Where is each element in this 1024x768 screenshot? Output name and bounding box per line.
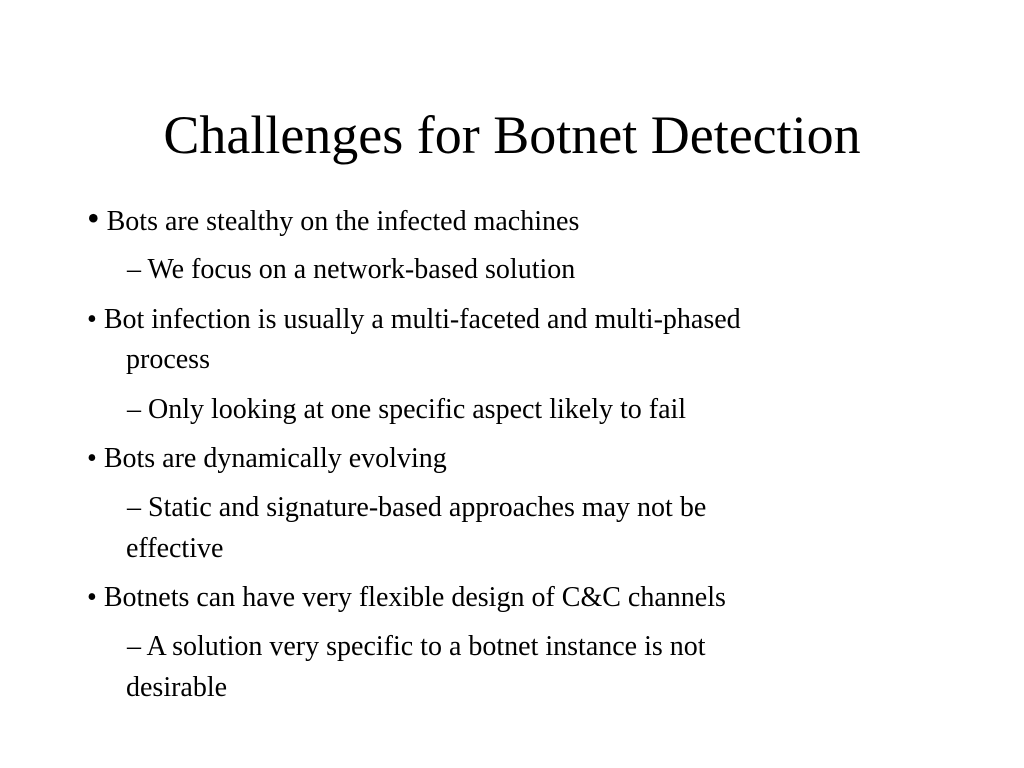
bullet-text: Bot infection is usually a multi-faceted and multi-phased [103, 304, 741, 335]
sub-point-1-1: – We focus on a network-based solution [127, 254, 576, 285]
sub-point-3-1-continuation: effective [126, 533, 224, 564]
bullet-icon: • [87, 198, 100, 238]
bullet-text: Bots are dynamically evolving [103, 443, 447, 474]
sub-point-4-1-continuation: desirable [126, 672, 228, 703]
bullet-icon: • [87, 582, 97, 613]
bullet-point-1 [87, 198, 579, 242]
sub-point-4-1: – A solution very specific to a botnet instance is not [127, 631, 706, 662]
slide-title: Challenges for Botnet Detection [163, 105, 861, 165]
bullet-text: Bots are stealthy on the infected machines [106, 206, 580, 237]
bullet-icon: • [87, 443, 97, 474]
sub-point-3-1: – Static and signature-based approaches may not be [127, 492, 707, 523]
bullet-point-2-continuation: process [126, 344, 210, 375]
bullet-text: Botnets can have very flexible design of C&C channels [103, 582, 726, 613]
bullet-point-4 [87, 578, 726, 618]
sub-point-2-1: – Only looking at one specific aspect likely to fail [127, 394, 687, 425]
bullet-point-2 [87, 300, 741, 340]
bullet-point-3 [87, 439, 447, 479]
bullet-icon: • [87, 304, 97, 335]
